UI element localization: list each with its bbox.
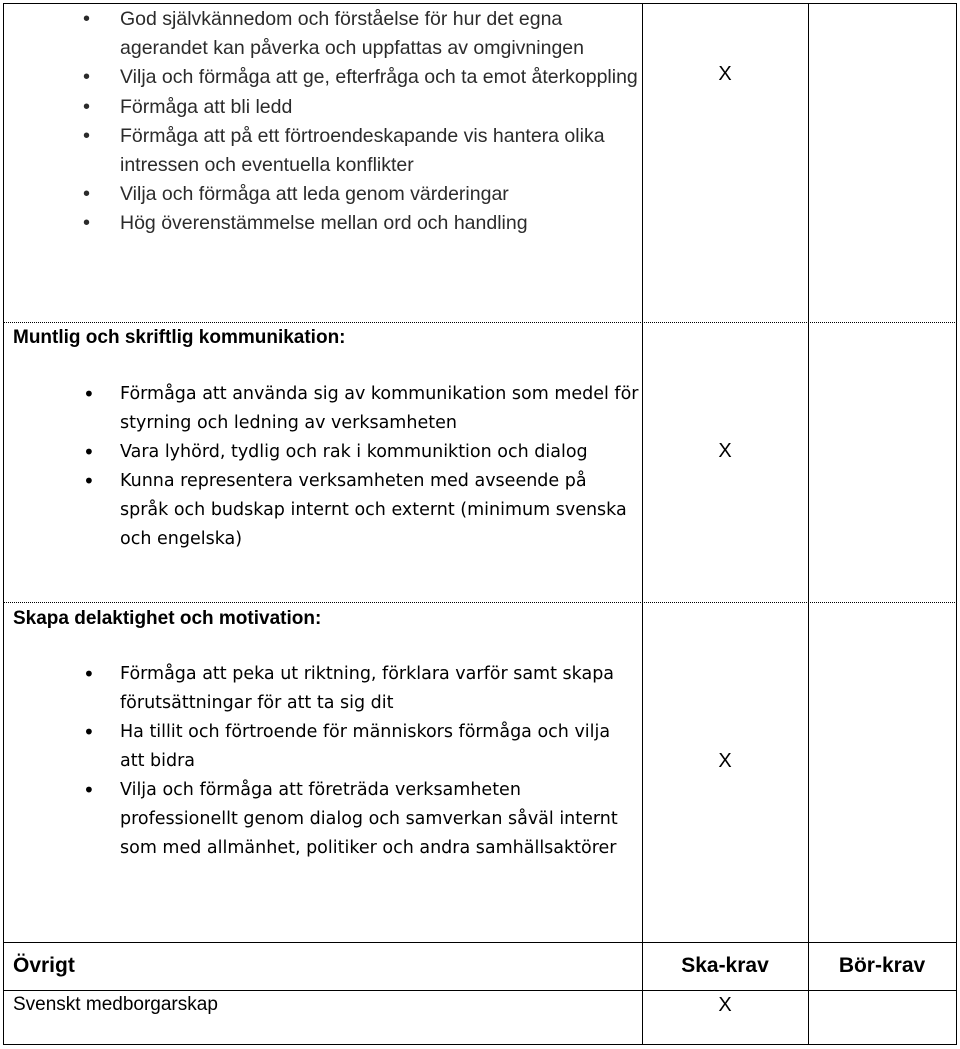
row-divider-4 xyxy=(3,990,957,991)
column-divider-bor xyxy=(808,3,809,1045)
list-item: • Kunna representera verksamheten med avseende på språk och budskap internt och externt (minimum svenska och engelska) xyxy=(0,467,640,554)
section3-ska-mark: X xyxy=(718,750,732,772)
row-divider-2 xyxy=(3,602,957,603)
list-item: • Hög överenstämmelse mellan ord och handling xyxy=(0,209,640,238)
table-border-bottom xyxy=(3,1044,957,1045)
list-item: • Förmåga att använda sig av kommunikation som medel för styrning och ledning av verksamheten xyxy=(0,380,640,438)
row-divider-3 xyxy=(3,942,957,943)
section2-list xyxy=(0,380,640,554)
list-item: • Vilja och förmåga att leda genom värderingar xyxy=(0,180,640,209)
ska-krav-header: Ska-krav xyxy=(681,954,769,977)
row-label-citizenship: Svenskt medborgarskap xyxy=(13,994,218,1015)
table-border-right xyxy=(956,3,957,1045)
section1-requirements xyxy=(0,5,640,239)
section2-ska-mark: X xyxy=(718,440,732,462)
section1-list xyxy=(0,5,640,239)
row-divider-1 xyxy=(3,322,957,323)
section2-heading: Muntlig och skriftlig kommunikation: xyxy=(13,327,346,348)
ovrigt-heading: Övrigt xyxy=(13,954,75,977)
list-item: • Förmåga att peka ut riktning, förklara varför samt skapa förutsättningar för att ta sig dit xyxy=(0,660,640,718)
bor-krav-header: Bör-krav xyxy=(838,954,926,977)
list-item: • Vilja och förmåga att ge, efterfråga och ta emot återkoppling xyxy=(0,63,640,92)
list-item: • Förmåga att bli ledd xyxy=(0,93,640,122)
list-item: • Vara lyhörd, tydlig och rak i kommuniktion och dialog xyxy=(0,438,640,467)
section3-list xyxy=(0,660,640,863)
section3-heading: Skapa delaktighet och motivation: xyxy=(13,608,322,629)
citizenship-ska-mark: X xyxy=(718,994,732,1016)
section2-requirements xyxy=(0,380,640,554)
list-item: • Vilja och förmåga att företräda verksamheten professionellt genom dialog och samverkan såväl internt som med allmänhet, politiker och andra samhällsaktörer xyxy=(0,776,640,863)
column-divider-ska xyxy=(642,3,643,1045)
table-border-top xyxy=(3,3,957,4)
list-item: • God självkännedom och förståelse för hur det egna agerandet kan påverka och uppfattas av omgivningen xyxy=(0,5,640,63)
list-item: • Ha tillit och förtroende för människors förmåga och vilja att bidra xyxy=(0,718,640,776)
section1-ska-mark: X xyxy=(718,63,732,85)
section3-requirements xyxy=(0,660,640,863)
list-item: • Förmåga att på ett förtroendeskapande vis hantera olika intressen och eventuella konflikter xyxy=(0,122,640,180)
